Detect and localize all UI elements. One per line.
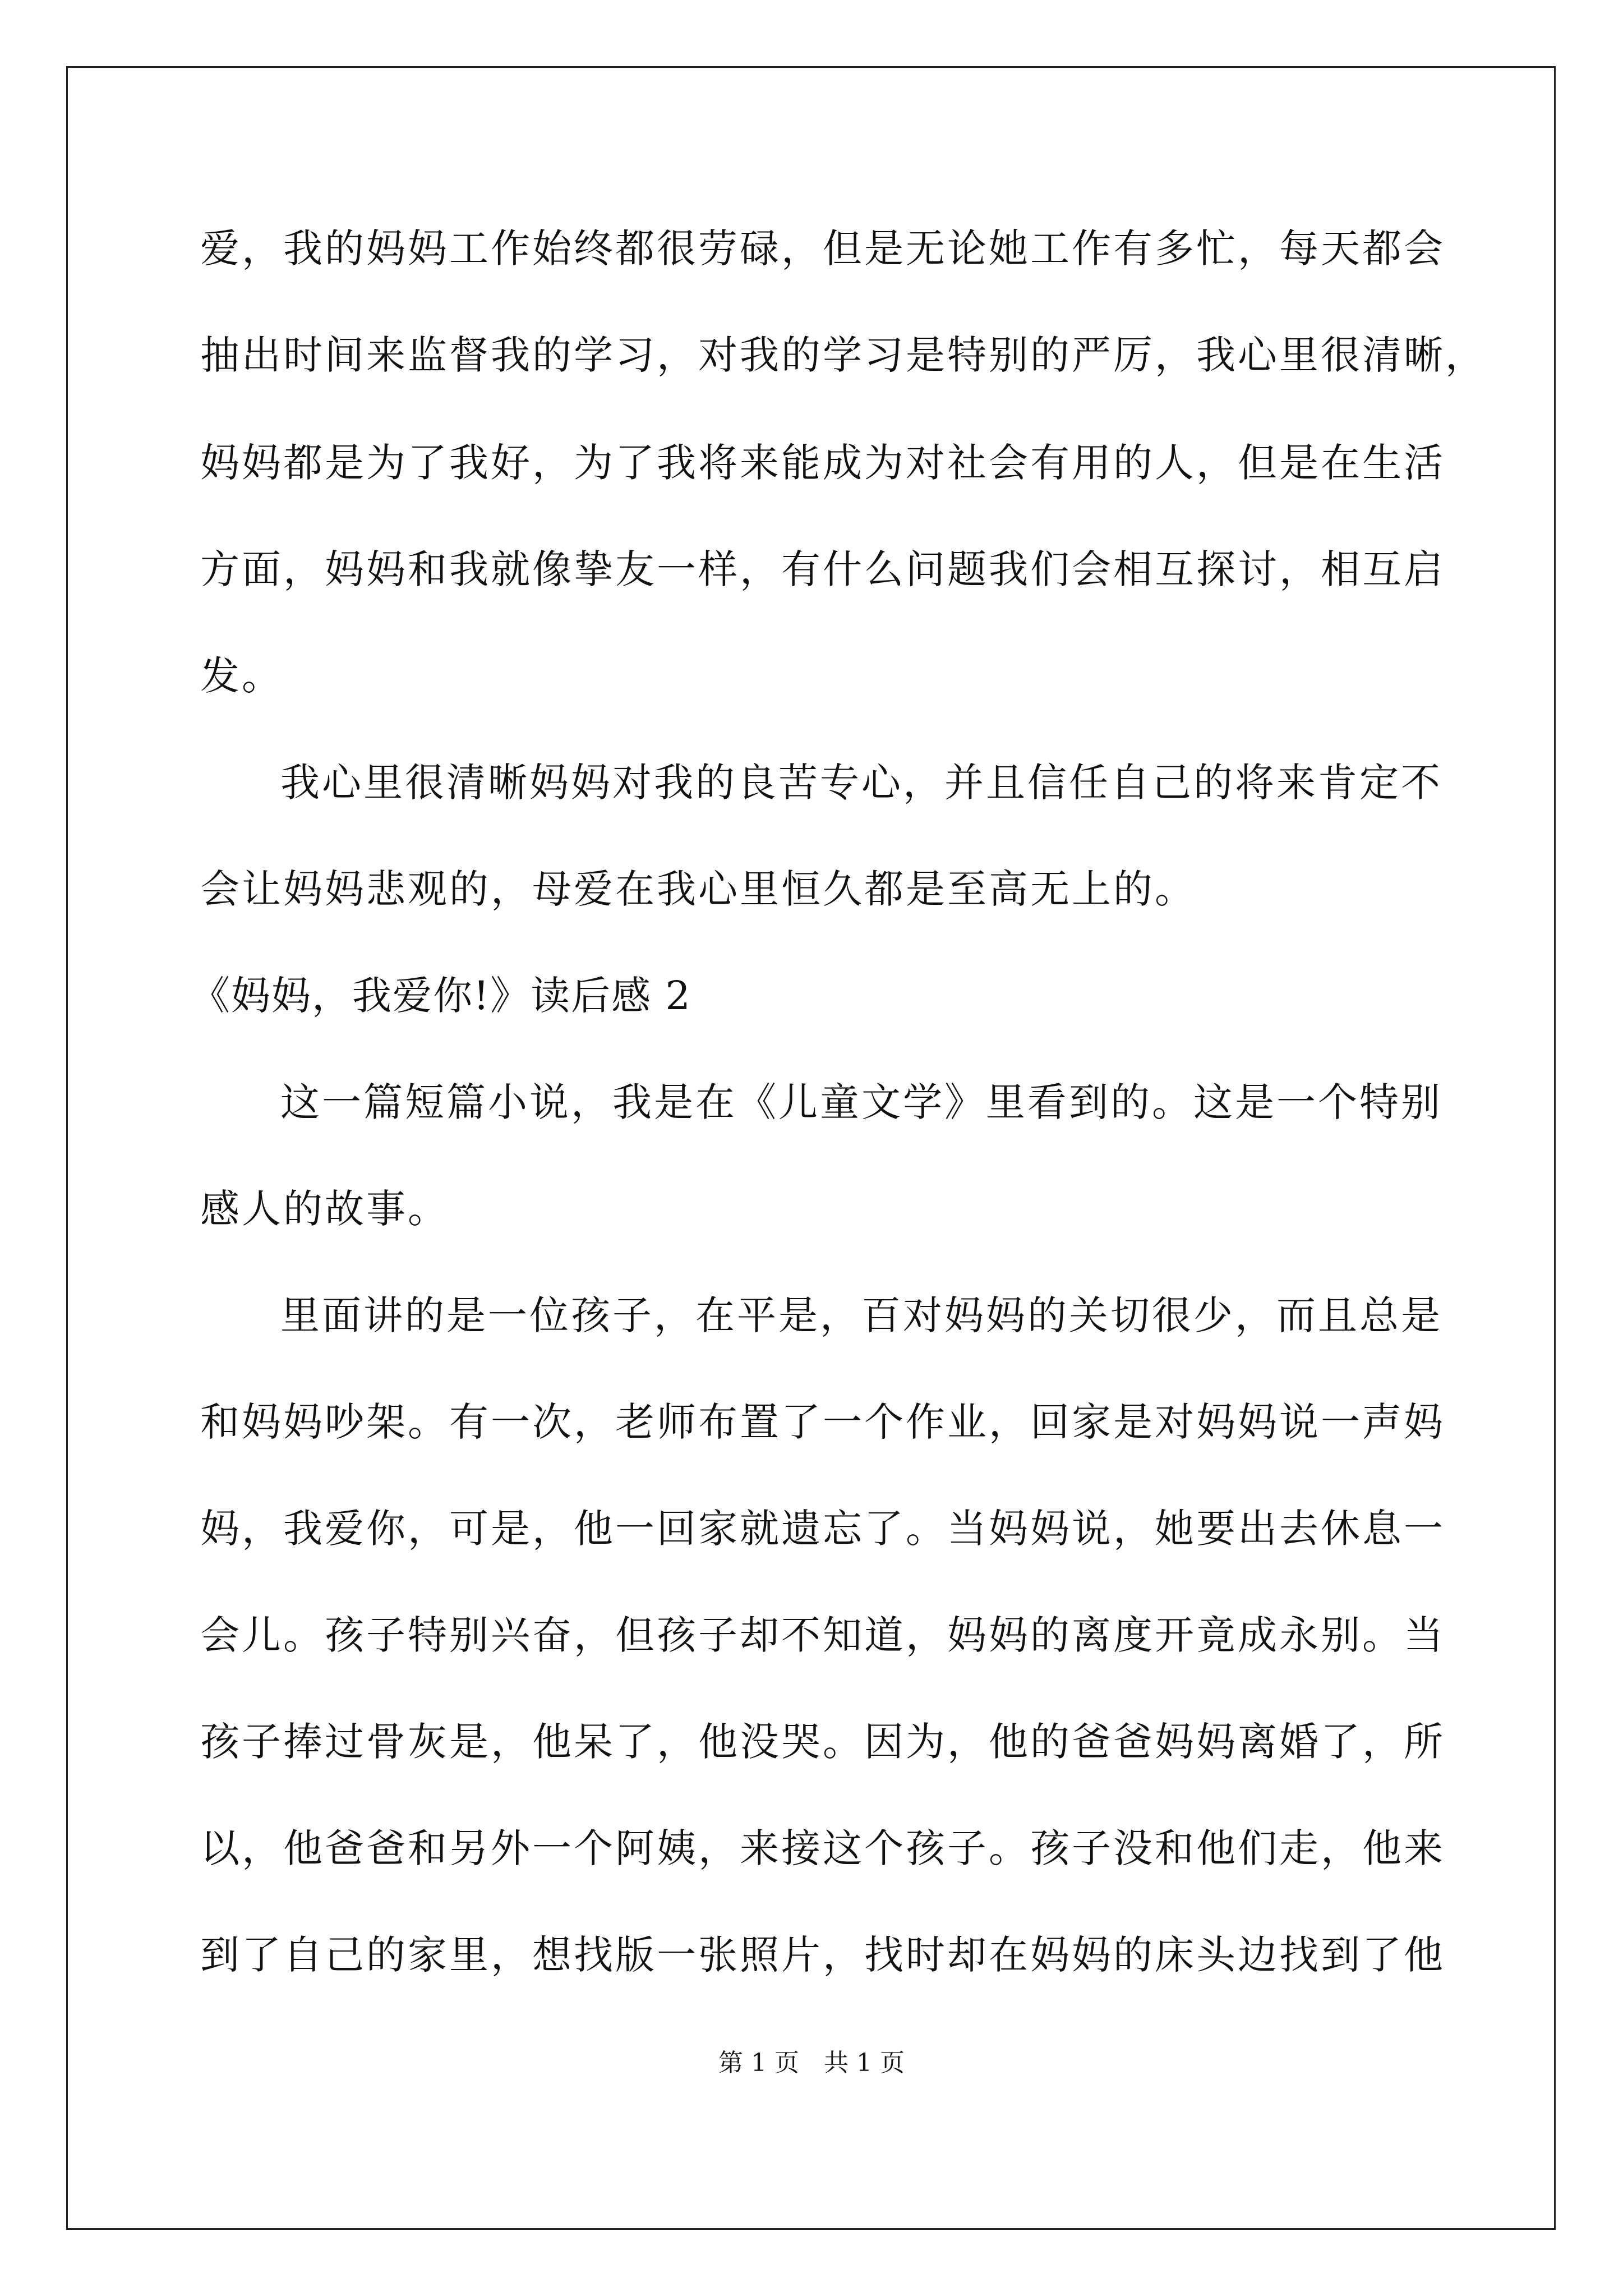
text-line: 妈妈都是为了我好，为了我将来能成为对社会有用的人，但是在生活 bbox=[200, 440, 1445, 486]
text-line: 抽出时间来监督我的学习，对我的学习是特别的严厉，我心里很清晰， bbox=[200, 332, 1487, 378]
page-footer: 第 1 页 共 1 页 bbox=[718, 2049, 905, 2077]
text-line: 到了自己的家里，想找版一张照片，找时却在妈妈的床头边找到了他 bbox=[200, 1932, 1445, 1978]
text-line: 里面讲的是一位孩子，在平是，百对妈妈的关切很少，而且总是 bbox=[280, 1292, 1442, 1338]
text-line: 会儿。孩子特别兴奋，但孩子却不知道，妈妈的离度开竟成永别。当 bbox=[200, 1612, 1445, 1658]
text-line: 孩子捧过骨灰是，他呆了，他没哭。因为，他的爸爸妈妈离婚了，所 bbox=[200, 1719, 1445, 1765]
text-line: 爱，我的妈妈工作始终都很劳碌，但是无论她工作有多忙，每天都会 bbox=[200, 226, 1445, 272]
text-line: 方面，妈妈和我就像挚友一样，有什么问题我们会相互探讨，相互启 bbox=[200, 546, 1445, 592]
text-line: 和妈妈吵架。有一次，老师布置了一个作业，回家是对妈妈说一声妈 bbox=[200, 1399, 1445, 1445]
section-heading: 《妈妈，我爱你!》读后感 2 bbox=[191, 973, 691, 1019]
text-line: 发。 bbox=[200, 653, 283, 699]
text-line: 我心里很清晰妈妈对我的良苦专心，并且信任自己的将来肯定不 bbox=[280, 760, 1442, 806]
text-line: 会让妈妈悲观的，母爱在我心里恒久都是至高无上的。 bbox=[200, 866, 1196, 912]
text-line: 感人的故事。 bbox=[200, 1186, 449, 1232]
text-line: 以，他爸爸和另外一个阿姨，来接这个孩子。孩子没和他们走，他来 bbox=[200, 1825, 1445, 1871]
text-line: 这一篇短篇小说，我是在《儿童文学》里看到的。这是一个特别 bbox=[280, 1079, 1442, 1125]
page-border bbox=[66, 66, 1556, 2230]
text-line: 妈，我爱你，可是，他一回家就遗忘了。当妈妈说，她要出去休息一 bbox=[200, 1506, 1445, 1552]
